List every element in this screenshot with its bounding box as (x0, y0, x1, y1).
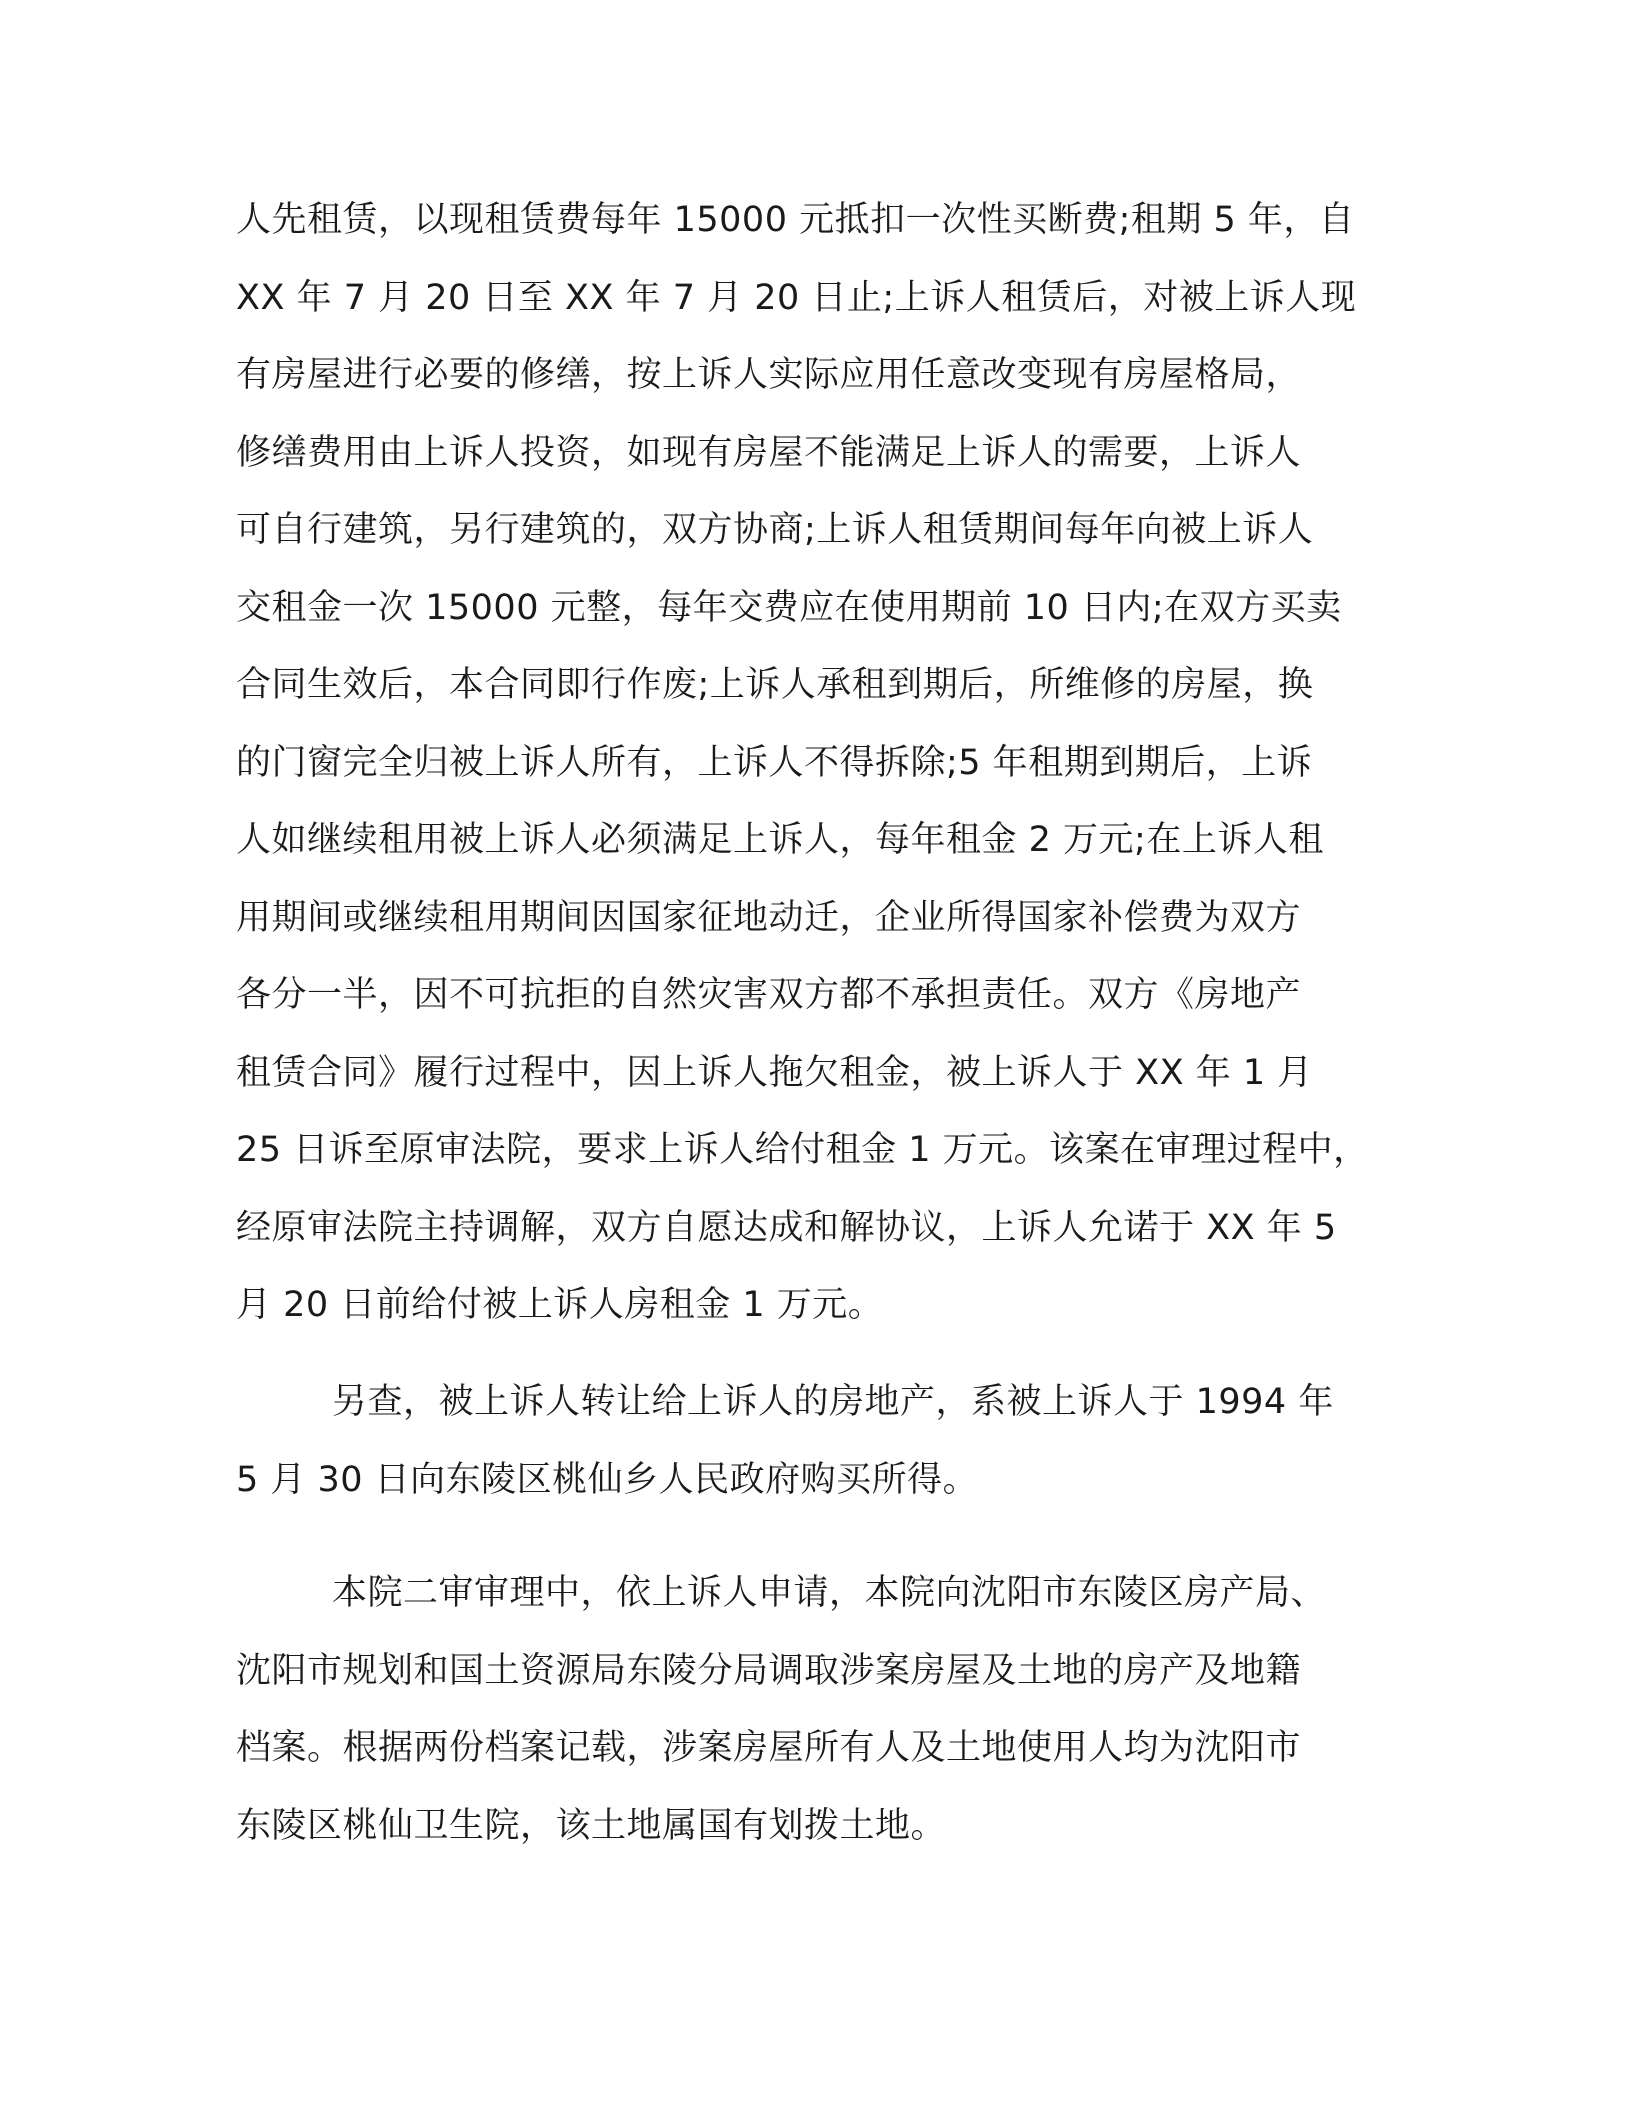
text-line: 修缮费用由上诉人投资，如现有房屋不能满足上诉人的需要，上诉人 (236, 432, 1302, 473)
paragraph-property-origin (236, 1364, 1396, 1519)
text-line: 人如继续租用被上诉人必须满足上诉人，每年租金 2 万元;在上诉人租 (236, 820, 1324, 860)
text-line: 档案。根据两份档案记载，涉案房屋所有人及土地使用人均为沈阳市 (236, 1728, 1302, 1768)
text-line: 另查，被上诉人转让给上诉人的房地产，系被上诉人于 1994 年 (332, 1382, 1334, 1422)
text-line: 有房屋进行必要的修缮，按上诉人实际应用任意改变现有房屋格局， (236, 355, 1302, 395)
text-line: 经原审法院主持调解，双方自愿达成和解协议，上诉人允诺于 XX 年 5 (236, 1207, 1337, 1248)
paragraph-second-instance (236, 1555, 1396, 1865)
text-line: 5 月 30 日向东陵区桃仙乡人民政府购买所得。 (236, 1459, 979, 1500)
text-line: 可自行建筑，另行建筑的，双方协商;上诉人租赁期间每年向被上诉人 (236, 510, 1314, 550)
text-line: 的门窗完全归被上诉人所有，上诉人不得拆除;5 年租期到期后，上诉 (236, 742, 1313, 783)
text-line: 合同生效后，本合同即行作废;上诉人承租到期后，所维修的房屋，换 (236, 665, 1314, 705)
text-line: XX 年 7 月 20 日至 XX 年 7 月 20 日止;上诉人租赁后，对被上诉人现 (236, 277, 1357, 318)
text-line: 本院二审审理中，依上诉人申请，本院向沈阳市东陵区房产局、 (332, 1573, 1327, 1613)
text-line: 交租金一次 15000 元整，每年交费应在使用期前 10 日内;在双方买卖 (236, 587, 1342, 628)
text-line: 用期间或继续租用期间因国家征地动迁，企业所得国家补偿费为双方 (236, 897, 1302, 938)
text-line: 人先租赁，以现租赁费每年 15000 元抵扣一次性买断费;租期 5 年，自 (236, 200, 1355, 240)
paragraph-lease-terms (236, 182, 1396, 1345)
text-line: 月 20 日前给付被上诉人房租金 1 万元。 (236, 1285, 884, 1325)
text-line: 东陵区桃仙卫生院，该土地属国有划拨土地。 (236, 1805, 947, 1846)
text-line: 沈阳市规划和国土资源局东陵分局调取涉案房屋及土地的房产及地籍 (236, 1650, 1302, 1691)
text-line: 25 日诉至原审法院，要求上诉人给付租金 1 万元。该案在审理过程中， (236, 1130, 1369, 1170)
text-line: 租赁合同》履行过程中，因上诉人拖欠租金，被上诉人于 XX 年 1 月 (236, 1052, 1313, 1093)
text-line: 各分一半，因不可抗拒的自然灾害双方都不承担责任。双方《房地产 (236, 975, 1302, 1015)
